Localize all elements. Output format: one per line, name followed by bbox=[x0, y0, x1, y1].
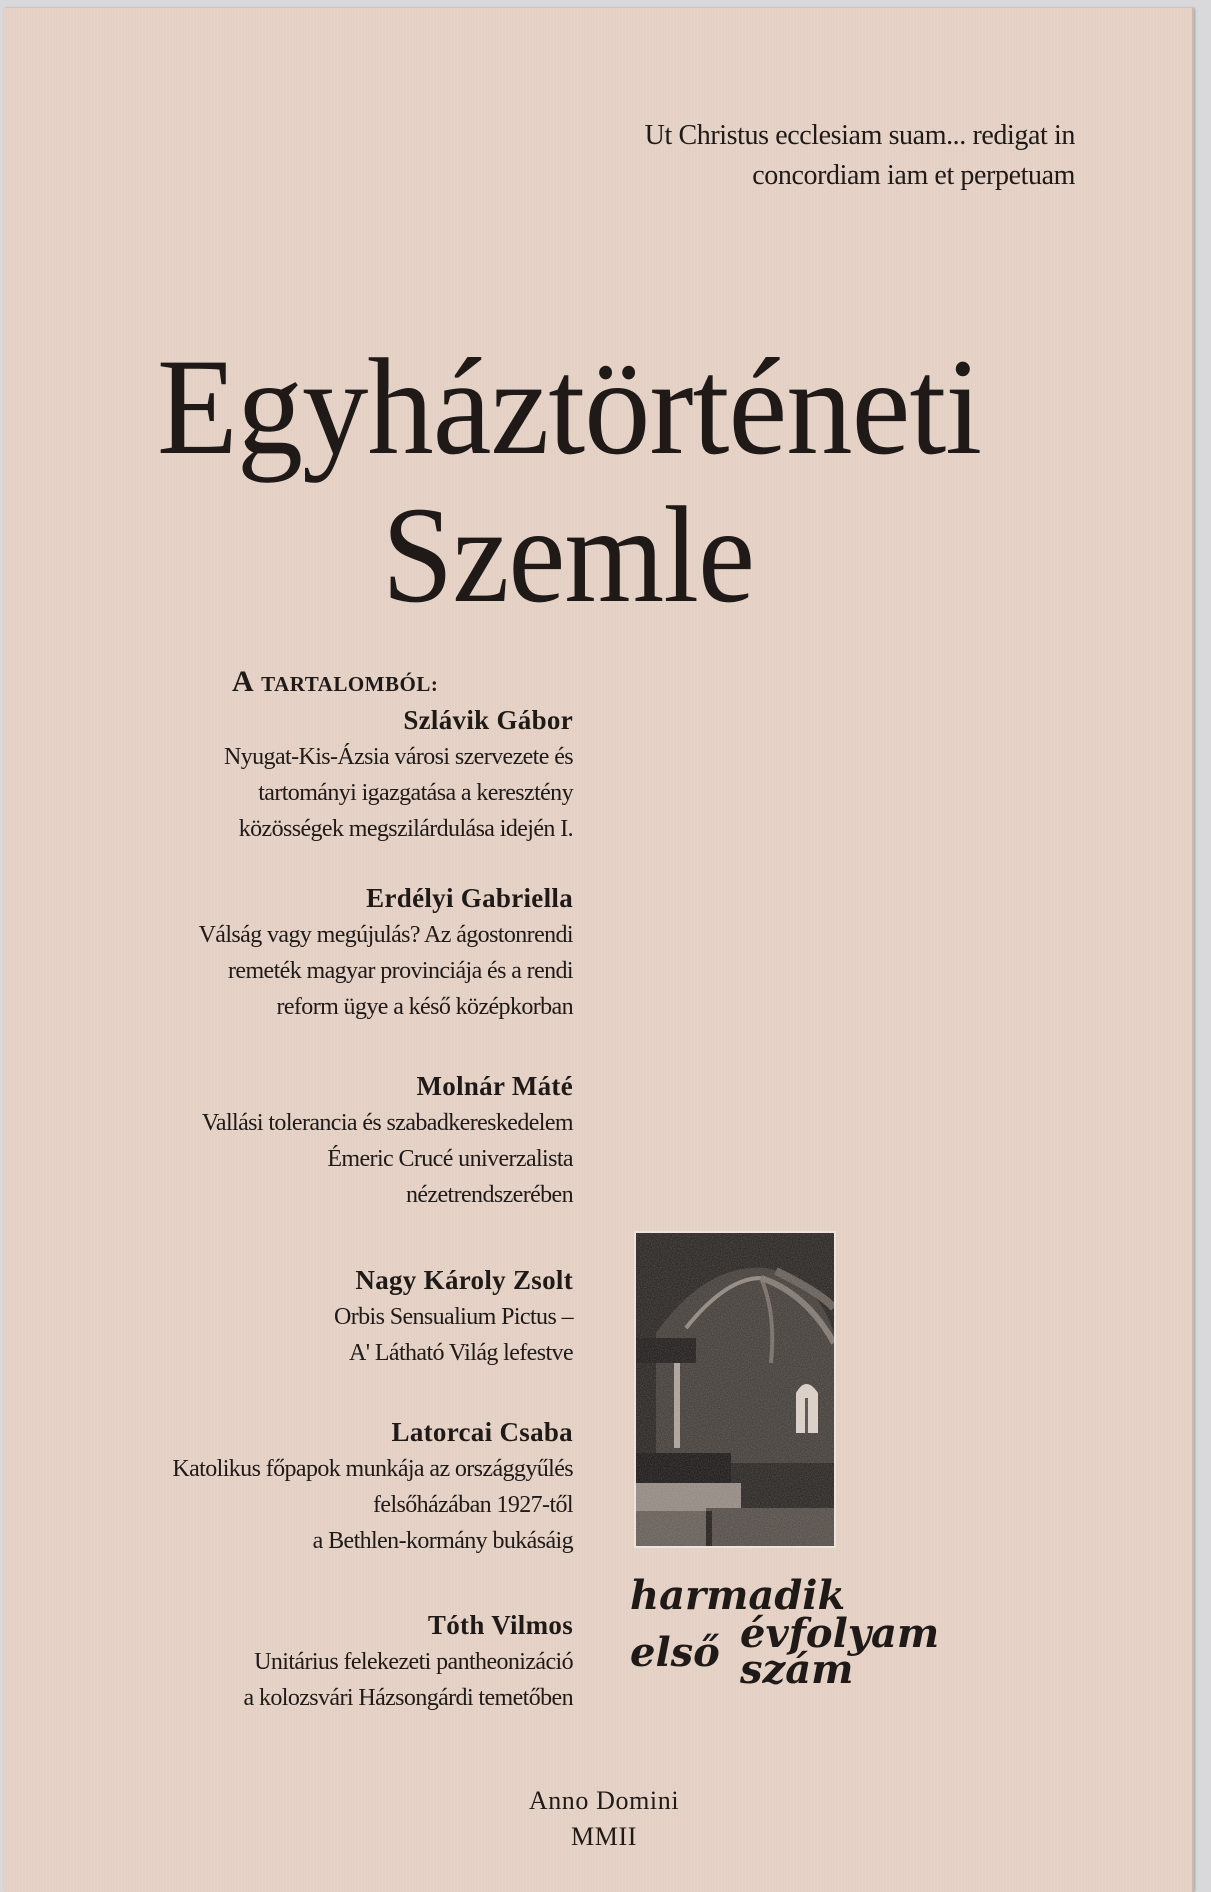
imprint-line: Anno Domini bbox=[528, 1786, 680, 1815]
imprint-line: MMII bbox=[571, 1822, 637, 1851]
entry-title-line: remeték magyar provinciája és a rendi bbox=[228, 958, 573, 984]
entry-author: Molnár Máté bbox=[416, 1071, 573, 1101]
contents-label bbox=[232, 665, 438, 699]
issue-number-word: szám bbox=[740, 1646, 854, 1693]
entry-title-line: Vallási tolerancia és szabadkereskedelem bbox=[201, 1110, 573, 1136]
contents-entry bbox=[53, 701, 573, 847]
entry-title-line: Émeric Crucé univerzalista bbox=[327, 1146, 573, 1172]
entry-author: Erdélyi Gabriella bbox=[366, 883, 573, 913]
contents-entry bbox=[53, 1413, 573, 1559]
entry-title-line: Orbis Sensualium Pictus – bbox=[333, 1304, 573, 1330]
entry-title-line: közösségek megszilárdulása idején I. bbox=[238, 816, 573, 842]
motto-line: Ut Christus ecclesiam suam... redigat in bbox=[644, 120, 1075, 151]
entry-title-line: Válság vagy megújulás? Az ágostonrendi bbox=[198, 922, 573, 948]
entry-title-line: Nyugat-Kis-Ázsia városi szervezete és bbox=[224, 744, 573, 770]
contents-entry bbox=[53, 1606, 573, 1716]
issue-volume-ordinal: harmadik bbox=[630, 1572, 846, 1619]
entry-author: Latorcai Csaba bbox=[391, 1417, 573, 1447]
entry-author: Nagy Károly Zsolt bbox=[355, 1265, 573, 1295]
entry-title-line: a Bethlen-kormány bukásáig bbox=[312, 1528, 573, 1554]
contents-label-rest: TARTALOMBÓL: bbox=[261, 672, 439, 696]
motto bbox=[645, 116, 1075, 196]
journal-title-line-2: Szemle bbox=[381, 478, 755, 631]
contents-entry bbox=[53, 1067, 573, 1213]
entry-title-line: a kolozsvári Házsongárdi temetőben bbox=[243, 1685, 573, 1711]
church-interior-photo bbox=[634, 1231, 836, 1548]
contents-entry bbox=[53, 1261, 573, 1371]
entry-title-line: reform ügye a késő középkorban bbox=[276, 994, 573, 1020]
entry-title-line: A' Látható Világ lefestve bbox=[348, 1340, 573, 1366]
journal-title-line-1: Egyháztörténeti bbox=[156, 330, 982, 483]
entry-title-line: nézetrendszerében bbox=[405, 1182, 573, 1208]
entry-title-line: Unitárius felekezeti pantheonizáció bbox=[254, 1649, 573, 1675]
imprint-year bbox=[444, 1783, 764, 1855]
journal-cover bbox=[4, 8, 1194, 1892]
contents-entry bbox=[53, 879, 573, 1025]
entry-title-line: felsőházában 1927-től bbox=[373, 1492, 573, 1518]
contents-label-initial: A bbox=[232, 665, 255, 698]
issue-volume-word: évfolyam bbox=[740, 1610, 940, 1657]
entry-title-line: tartományi igazgatása a keresztény bbox=[258, 780, 573, 806]
entry-author: Szlávik Gábor bbox=[403, 705, 573, 735]
entry-title-line: Katolikus főpapok munkája az országgyűlés bbox=[172, 1456, 573, 1482]
entry-author: Tóth Vilmos bbox=[427, 1610, 573, 1640]
issue-number-ordinal: első bbox=[630, 1629, 720, 1676]
motto-line: concordiam iam et perpetuam bbox=[752, 160, 1075, 191]
